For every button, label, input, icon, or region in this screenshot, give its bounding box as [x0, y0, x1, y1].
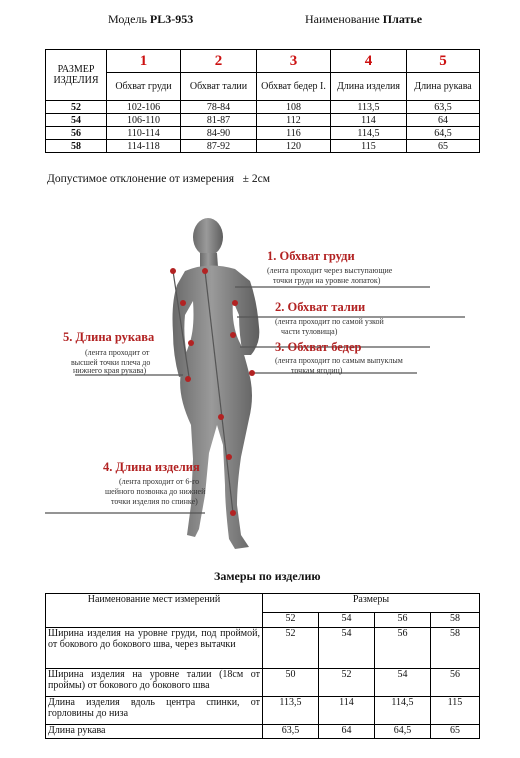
- label-1-title: 1. Обхват груди: [267, 249, 355, 263]
- column-number-5: 5: [407, 50, 480, 73]
- point-hip-left: [185, 376, 191, 382]
- column-number-1: 1: [107, 50, 181, 73]
- point-hip-right: [249, 370, 255, 376]
- point-bottom: [230, 510, 236, 516]
- column-header: Обхват бедер I.: [257, 73, 331, 101]
- point-chest-left: [180, 300, 186, 306]
- label-3-note: точкам ягодиц): [291, 366, 343, 375]
- point-shoulder: [170, 268, 176, 274]
- measure-value: 58: [431, 628, 480, 669]
- measurement-figure: [45, 205, 465, 555]
- size-corner-label: РАЗМЕР ИЗДЕЛИЯ: [53, 64, 99, 86]
- measure-value: 64: [319, 725, 375, 739]
- measure-value: 54: [375, 669, 431, 697]
- measure-name: Ширина изделия на уровне груди, под проймой, от бокового до бокового шва, через вытачки: [46, 628, 263, 669]
- value-cell: 114-118: [107, 140, 181, 153]
- size-header-cell: 56: [375, 613, 431, 628]
- measure-table-title: Замеры по изделию: [214, 569, 321, 583]
- table-row: [46, 725, 480, 739]
- value-cell: 108: [257, 101, 331, 114]
- model-value: PL3-953: [149, 12, 194, 26]
- measure-value: 52: [319, 669, 375, 697]
- label-5-note: (лента проходит от: [85, 348, 150, 357]
- value-cell: 106-110: [107, 114, 181, 127]
- value-cell: 65: [407, 140, 480, 153]
- column-header: Длина рукава: [407, 73, 480, 101]
- value-cell: 78-84: [181, 101, 257, 114]
- tolerance-note: Допустимое отклонение от измерения ± 2см: [47, 173, 270, 185]
- label-1-note: точки груди на уровне лопаток): [273, 276, 381, 285]
- measure-value: 56: [375, 628, 431, 669]
- label-5-note: высшей точки плеча до: [71, 358, 151, 367]
- point-chest-right: [232, 300, 238, 306]
- measure-value: 63,5: [263, 725, 319, 739]
- table-row: [46, 697, 480, 725]
- value-cell: 81-87: [181, 114, 257, 127]
- label-2-note: (лента проходит по самой узкой: [275, 317, 384, 326]
- measure-value: 114,5: [375, 697, 431, 725]
- label-2-title: 2. Обхват талии: [275, 300, 366, 314]
- size-chart-table: [45, 49, 480, 153]
- point-neck: [202, 268, 208, 274]
- measure-value: 50: [263, 669, 319, 697]
- measure-value: 52: [263, 628, 319, 669]
- table-row: [46, 140, 480, 153]
- value-cell: 115: [331, 140, 407, 153]
- value-cell: 63,5: [407, 101, 480, 114]
- measure-value: 115: [431, 697, 480, 725]
- value-cell: 64: [407, 114, 480, 127]
- measure-value: 56: [431, 669, 480, 697]
- value-cell: 113,5: [331, 101, 407, 114]
- label-5-title: 5. Длина рукава: [63, 330, 155, 344]
- measure-name: Ширина изделия на уровне талии (18см от проймы) от бокового до бокового шва: [46, 669, 263, 697]
- column-header: Обхват талии: [181, 73, 257, 101]
- measure-value: 114: [319, 697, 375, 725]
- column-number-3: 3: [257, 50, 331, 73]
- column-header: Длина изделия: [331, 73, 407, 101]
- size-cell: 52: [46, 101, 107, 114]
- product-name-heading: [305, 12, 422, 27]
- measure-value: 113,5: [263, 697, 319, 725]
- size-header-cell: 52: [263, 613, 319, 628]
- value-cell: 114: [331, 114, 407, 127]
- label-4-note: точки изделия по спинке): [111, 497, 198, 506]
- measure-name: Длина рукава: [46, 725, 263, 739]
- column-number-4: 4: [331, 50, 407, 73]
- value-cell: 116: [257, 127, 331, 140]
- sizes-header: Размеры: [263, 594, 480, 613]
- name-label: Наименование: [305, 12, 380, 26]
- point-hem: [226, 454, 232, 460]
- name-header: Наименование мест измерений: [87, 594, 221, 605]
- value-cell: 84-90: [181, 127, 257, 140]
- measure-value: 64,5: [375, 725, 431, 739]
- name-header-cell: [46, 594, 263, 628]
- point-waist-left: [188, 340, 194, 346]
- label-4-title: 4. Длина изделия: [103, 460, 200, 474]
- value-cell: 114,5: [331, 127, 407, 140]
- size-cell: 56: [46, 127, 107, 140]
- label-4-note: шейного позвонка до нижней: [105, 487, 206, 496]
- label-1-note: (лента проходит через выступающие: [267, 266, 393, 275]
- table-row: [46, 669, 480, 697]
- model-heading: [108, 12, 193, 27]
- table-row: [46, 114, 480, 127]
- table-row: [46, 628, 480, 669]
- model-label: Модель: [108, 12, 147, 26]
- value-cell: 112: [257, 114, 331, 127]
- measure-value: 65: [431, 725, 480, 739]
- measure-name: Длина изделия вдоль центра спинки, от горловины до низа: [46, 697, 263, 725]
- table-row: [46, 101, 480, 114]
- value-cell: 87-92: [181, 140, 257, 153]
- point-waist-right: [230, 332, 236, 338]
- value-cell: 120: [257, 140, 331, 153]
- value-cell: 102-106: [107, 101, 181, 114]
- size-corner-cell: [46, 50, 107, 101]
- label-2-note: части туловища): [281, 327, 338, 336]
- table-row: [46, 127, 480, 140]
- label-5-note: нижнего края рукава): [73, 366, 147, 375]
- measure-value: 54: [319, 628, 375, 669]
- size-cell: 54: [46, 114, 107, 127]
- value-cell: 110-114: [107, 127, 181, 140]
- size-header-cell: 54: [319, 613, 375, 628]
- size-cell: 58: [46, 140, 107, 153]
- point-knee: [218, 414, 224, 420]
- label-3-note: (лента проходит по самым выпуклым: [275, 356, 403, 365]
- label-3-title: 3. Обхват бедер: [275, 340, 362, 354]
- column-header: Обхват груди: [107, 73, 181, 101]
- value-cell: 64,5: [407, 127, 480, 140]
- measure-table: [45, 593, 480, 739]
- size-header-cell: 58: [431, 613, 480, 628]
- label-4-note: (лента проходит от 6-го: [119, 477, 200, 486]
- column-number-2: 2: [181, 50, 257, 73]
- name-value: Платье: [382, 12, 423, 26]
